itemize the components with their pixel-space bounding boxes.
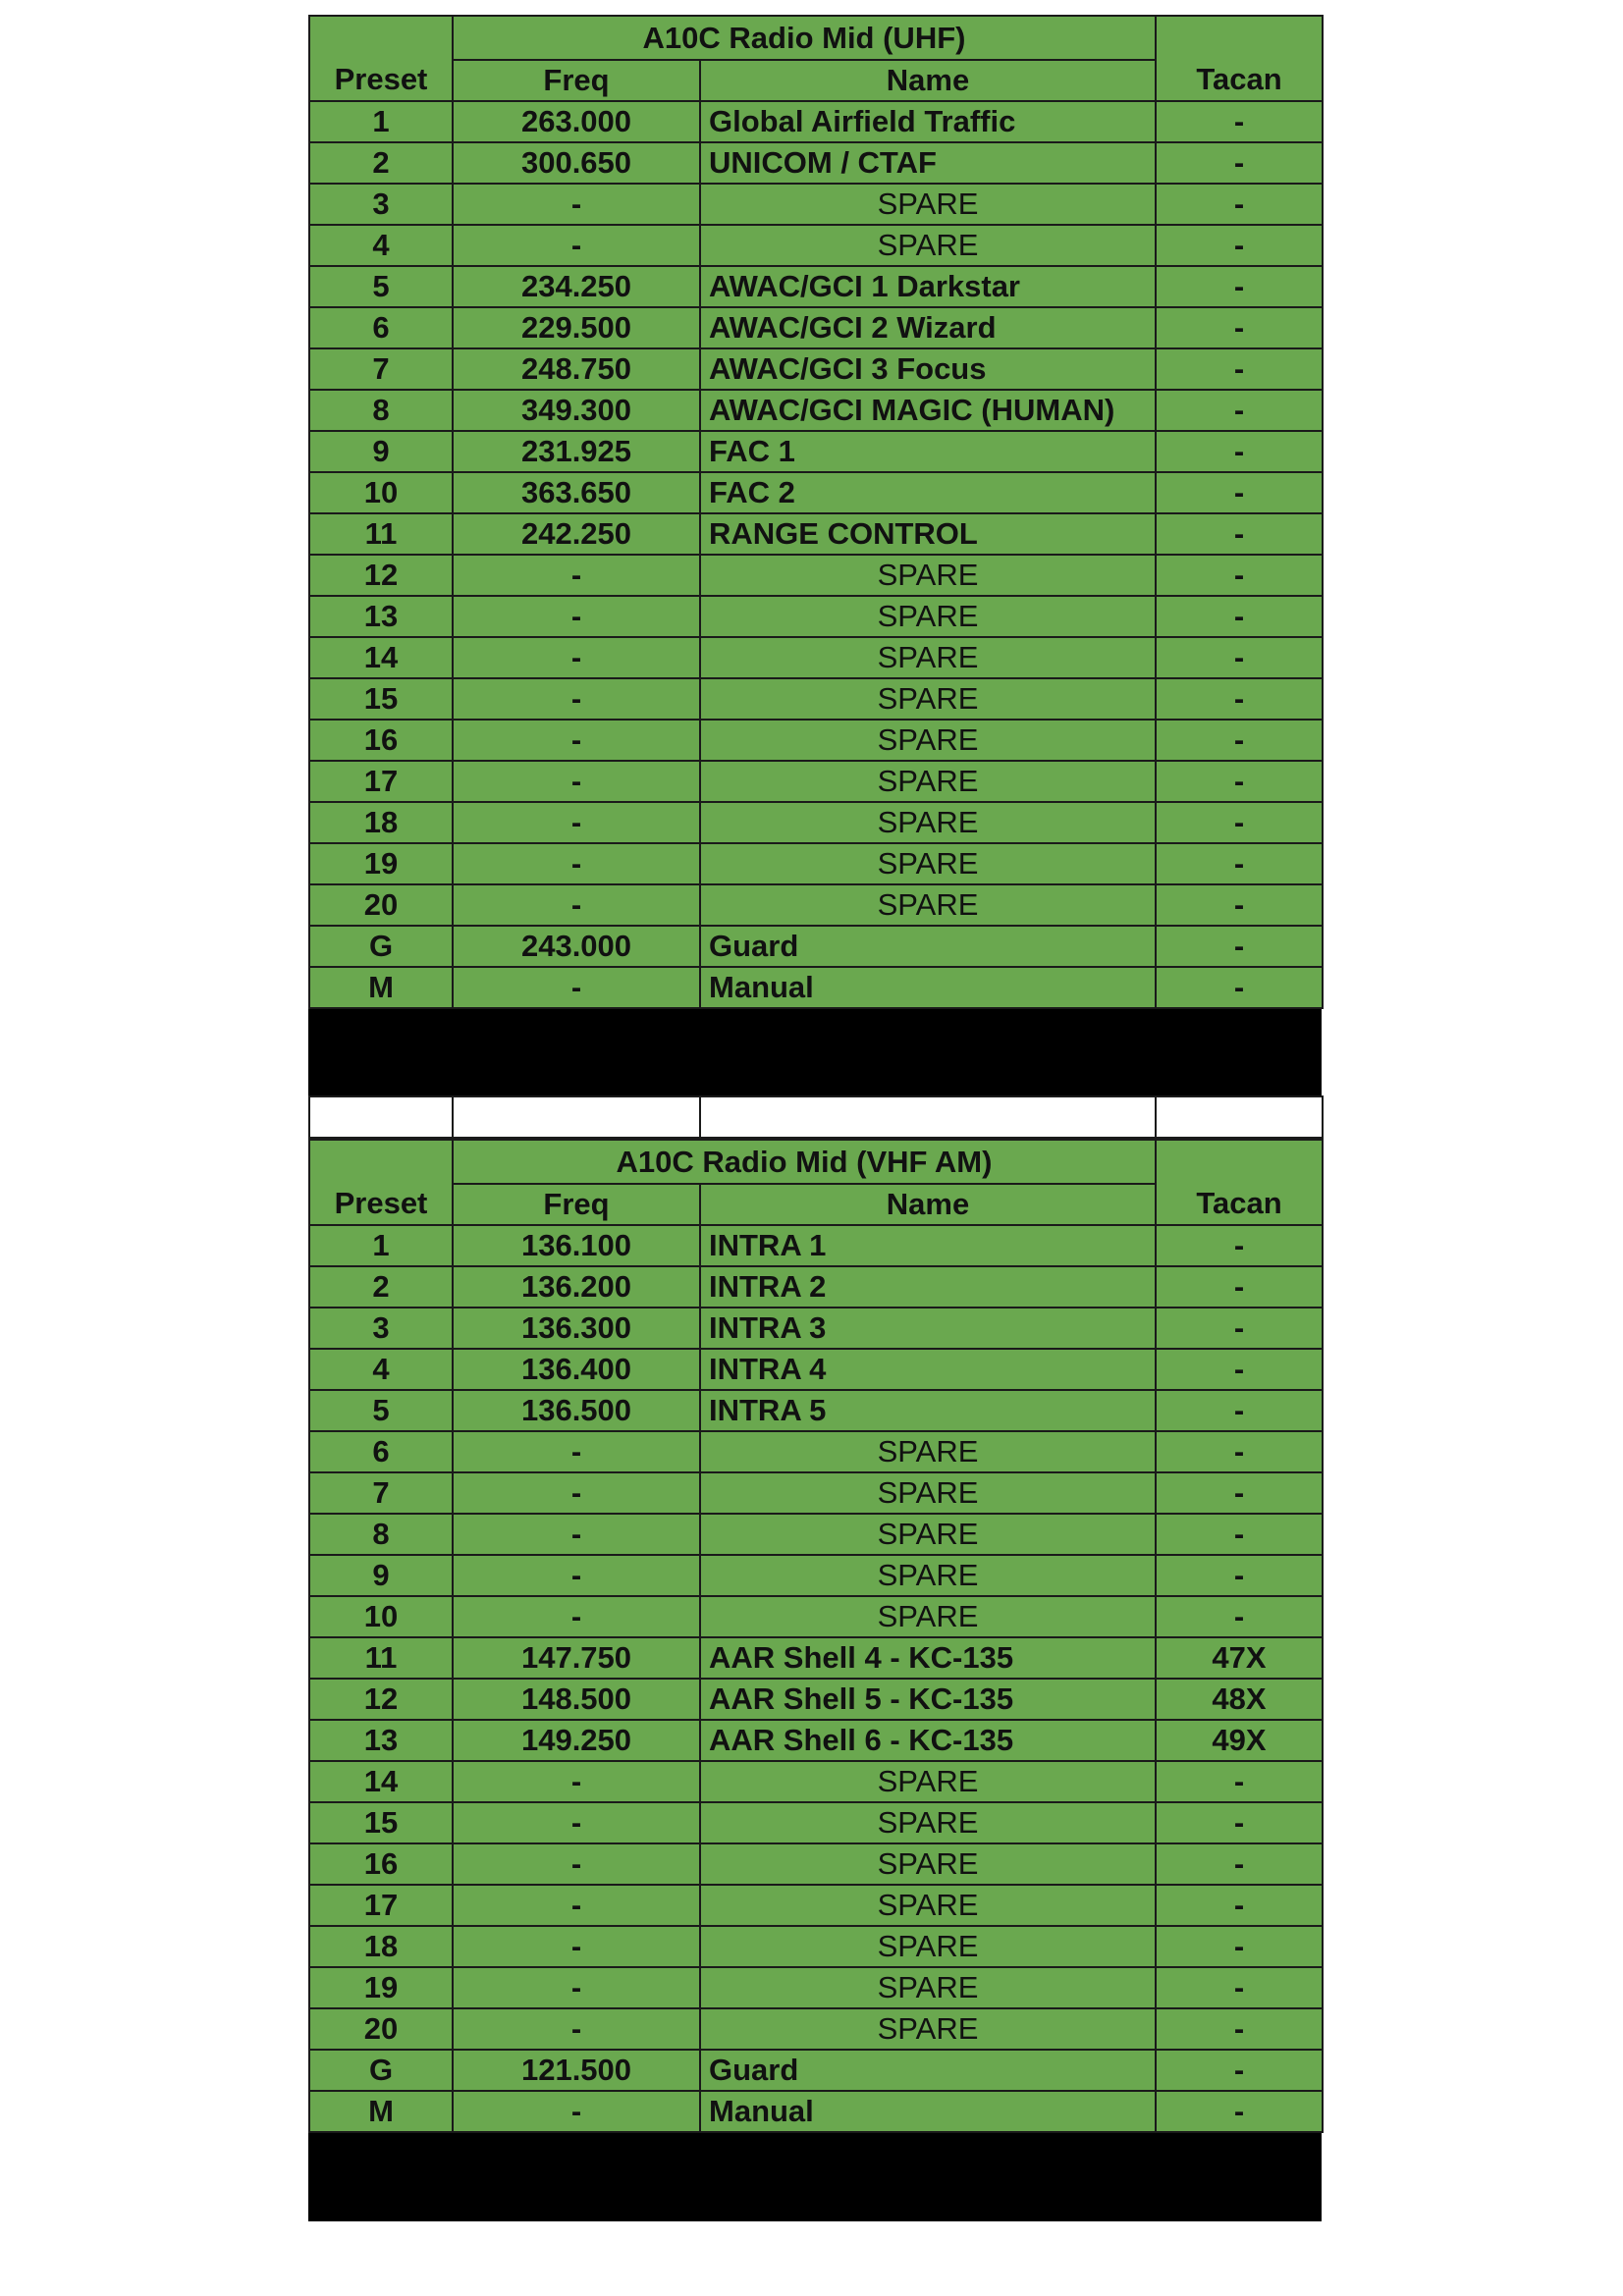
vhf-preset-header: Preset: [309, 1140, 453, 1225]
preset-cell: 5: [309, 266, 453, 307]
uhf-preset-row: [309, 843, 1323, 884]
channel-name-cell: INTRA 4: [700, 1349, 1156, 1390]
freq-cell: 136.300: [453, 1308, 700, 1349]
preset-cell: 11: [309, 1637, 453, 1679]
tacan-cell: -: [1156, 967, 1323, 1008]
preset-cell: 15: [309, 1802, 453, 1843]
vhf-preset-row: [309, 1266, 1323, 1308]
preset-cell: 20: [309, 2008, 453, 2050]
freq-cell: -: [453, 2091, 700, 2132]
tacan-cell: -: [1156, 1967, 1323, 2008]
channel-name-cell: SPARE: [700, 884, 1156, 926]
tacan-cell: -: [1156, 142, 1323, 184]
vhf-table-title: A10C Radio Mid (VHF AM): [453, 1140, 1156, 1184]
preset-cell: 7: [309, 348, 453, 390]
freq-cell: -: [453, 1472, 700, 1514]
vhf-preset-row: [309, 1308, 1323, 1349]
vhf-preset-row: [309, 1472, 1323, 1514]
channel-name-cell: AWAC/GCI MAGIC (HUMAN): [700, 390, 1156, 431]
freq-cell: -: [453, 843, 700, 884]
uhf-preset-row: [309, 142, 1323, 184]
channel-name-cell: SPARE: [700, 678, 1156, 720]
channel-name-cell: SPARE: [700, 225, 1156, 266]
tacan-cell: -: [1156, 1885, 1323, 1926]
freq-cell: -: [453, 967, 700, 1008]
tacan-cell: -: [1156, 101, 1323, 142]
freq-cell: -: [453, 184, 700, 225]
tacan-cell: -: [1156, 1390, 1323, 1431]
uhf-tacan-header: Tacan: [1156, 16, 1323, 101]
tacan-cell: -: [1156, 1308, 1323, 1349]
tacan-cell: -: [1156, 307, 1323, 348]
tacan-cell: -: [1156, 843, 1323, 884]
channel-name-cell: RANGE CONTROL: [700, 513, 1156, 555]
vhf-preset-row: [309, 1431, 1323, 1472]
vhf-preset-row: [309, 1679, 1323, 1720]
blank-cell: [700, 1096, 1156, 1138]
uhf-table-body: [309, 16, 1323, 1008]
channel-name-cell: SPARE: [700, 1843, 1156, 1885]
channel-name-cell: SPARE: [700, 1761, 1156, 1802]
vhf-preset-row: [309, 1967, 1323, 2008]
vhf-preset-row: [309, 2008, 1323, 2050]
preset-cell: 10: [309, 472, 453, 513]
uhf-preset-row: [309, 884, 1323, 926]
preset-cell: 16: [309, 1843, 453, 1885]
freq-cell: 349.300: [453, 390, 700, 431]
blank-spacer-row: [308, 1095, 1324, 1139]
vhf-preset-row: [309, 1390, 1323, 1431]
vhf-preset-row: [309, 1720, 1323, 1761]
preset-cell: 3: [309, 184, 453, 225]
tacan-cell: -: [1156, 1472, 1323, 1514]
channel-name-cell: INTRA 5: [700, 1390, 1156, 1431]
freq-cell: -: [453, 1843, 700, 1885]
tacan-cell: -: [1156, 472, 1323, 513]
preset-cell: 11: [309, 513, 453, 555]
channel-name-cell: SPARE: [700, 1431, 1156, 1472]
freq-cell: -: [453, 637, 700, 678]
vhf-preset-row: [309, 1926, 1323, 1967]
channel-name-cell: SPARE: [700, 637, 1156, 678]
channel-name-cell: Manual: [700, 2091, 1156, 2132]
preset-cell: 7: [309, 1472, 453, 1514]
uhf-preset-row: [309, 348, 1323, 390]
channel-name-cell: SPARE: [700, 843, 1156, 884]
freq-cell: -: [453, 555, 700, 596]
preset-cell: 6: [309, 1431, 453, 1472]
channel-name-cell: SPARE: [700, 720, 1156, 761]
preset-cell: M: [309, 967, 453, 1008]
uhf-name-header: Name: [700, 60, 1156, 101]
channel-name-cell: Guard: [700, 926, 1156, 967]
channel-name-cell: SPARE: [700, 596, 1156, 637]
preset-cell: 12: [309, 1679, 453, 1720]
uhf-preset-row: [309, 761, 1323, 802]
preset-cell: 17: [309, 1885, 453, 1926]
preset-cell: 19: [309, 1967, 453, 2008]
tacan-cell: -: [1156, 1555, 1323, 1596]
freq-cell: 229.500: [453, 307, 700, 348]
tacan-cell: -: [1156, 513, 1323, 555]
uhf-preset-row: [309, 513, 1323, 555]
freq-cell: 148.500: [453, 1679, 700, 1720]
uhf-preset-row: [309, 431, 1323, 472]
vhf-preset-row: [309, 2091, 1323, 2132]
freq-cell: -: [453, 225, 700, 266]
radio-preset-sheet: [308, 15, 1322, 2221]
tacan-cell: -: [1156, 1431, 1323, 1472]
uhf-preset-row: [309, 555, 1323, 596]
uhf-preset-row: [309, 101, 1323, 142]
freq-cell: 300.650: [453, 142, 700, 184]
preset-cell: 14: [309, 1761, 453, 1802]
vhf-preset-row: [309, 1885, 1323, 1926]
freq-cell: 136.100: [453, 1225, 700, 1266]
tacan-cell: -: [1156, 431, 1323, 472]
freq-cell: -: [453, 1967, 700, 2008]
vhf-preset-row: [309, 1843, 1323, 1885]
channel-name-cell: INTRA 1: [700, 1225, 1156, 1266]
freq-cell: -: [453, 1926, 700, 1967]
blank-cell: [453, 1096, 700, 1138]
freq-cell: -: [453, 802, 700, 843]
uhf-preset-row: [309, 184, 1323, 225]
tacan-cell: -: [1156, 266, 1323, 307]
uhf-preset-row: [309, 802, 1323, 843]
tacan-cell: -: [1156, 1843, 1323, 1885]
preset-cell: 4: [309, 225, 453, 266]
tacan-cell: -: [1156, 1266, 1323, 1308]
tacan-cell: -: [1156, 1761, 1323, 1802]
preset-cell: G: [309, 926, 453, 967]
tacan-cell: -: [1156, 1349, 1323, 1390]
channel-name-cell: Manual: [700, 967, 1156, 1008]
channel-name-cell: FAC 1: [700, 431, 1156, 472]
tacan-cell: -: [1156, 2050, 1323, 2091]
tacan-cell: -: [1156, 225, 1323, 266]
channel-name-cell: AAR Shell 6 - KC-135: [700, 1720, 1156, 1761]
tacan-cell: -: [1156, 637, 1323, 678]
vhf-preset-row: [309, 1761, 1323, 1802]
channel-name-cell: SPARE: [700, 184, 1156, 225]
channel-name-cell: SPARE: [700, 802, 1156, 843]
tacan-cell: -: [1156, 720, 1323, 761]
uhf-preset-row: [309, 637, 1323, 678]
blank-cell: [309, 1096, 453, 1138]
tacan-cell: -: [1156, 2008, 1323, 2050]
tacan-cell: 48X: [1156, 1679, 1323, 1720]
preset-cell: 1: [309, 1225, 453, 1266]
uhf-preset-row: [309, 926, 1323, 967]
preset-cell: 9: [309, 1555, 453, 1596]
vhf-preset-row: [309, 1802, 1323, 1843]
freq-cell: -: [453, 1885, 700, 1926]
freq-cell: -: [453, 884, 700, 926]
freq-cell: -: [453, 1761, 700, 1802]
freq-cell: 363.650: [453, 472, 700, 513]
tacan-cell: -: [1156, 884, 1323, 926]
vhf-table: [308, 1139, 1324, 2133]
vhf-preset-row: [309, 1349, 1323, 1390]
tacan-cell: -: [1156, 348, 1323, 390]
preset-cell: 9: [309, 431, 453, 472]
freq-cell: 248.750: [453, 348, 700, 390]
freq-cell: 121.500: [453, 2050, 700, 2091]
tacan-cell: -: [1156, 1514, 1323, 1555]
freq-cell: -: [453, 1802, 700, 1843]
vhf-preset-row: [309, 1596, 1323, 1637]
channel-name-cell: SPARE: [700, 1926, 1156, 1967]
preset-cell: 8: [309, 1514, 453, 1555]
channel-name-cell: Global Airfield Traffic: [700, 101, 1156, 142]
preset-cell: 17: [309, 761, 453, 802]
freq-cell: -: [453, 1596, 700, 1637]
preset-cell: 2: [309, 142, 453, 184]
vhf-name-header: Name: [700, 1184, 1156, 1225]
tacan-cell: -: [1156, 1926, 1323, 1967]
channel-name-cell: SPARE: [700, 2008, 1156, 2050]
freq-cell: 136.200: [453, 1266, 700, 1308]
preset-cell: 19: [309, 843, 453, 884]
vhf-preset-row: [309, 1555, 1323, 1596]
tacan-cell: 49X: [1156, 1720, 1323, 1761]
uhf-preset-row: [309, 266, 1323, 307]
tacan-cell: -: [1156, 1225, 1323, 1266]
tacan-cell: -: [1156, 678, 1323, 720]
vhf-header-row: [309, 1140, 1323, 1184]
channel-name-cell: AWAC/GCI 2 Wizard: [700, 307, 1156, 348]
channel-name-cell: SPARE: [700, 1555, 1156, 1596]
uhf-freq-header: Freq: [453, 60, 700, 101]
channel-name-cell: SPARE: [700, 1967, 1156, 2008]
uhf-preset-row: [309, 720, 1323, 761]
uhf-preset-row: [309, 596, 1323, 637]
black-footer-bar: [308, 2133, 1322, 2221]
tacan-cell: -: [1156, 2091, 1323, 2132]
channel-name-cell: AAR Shell 4 - KC-135: [700, 1637, 1156, 1679]
preset-cell: 4: [309, 1349, 453, 1390]
uhf-preset-row: [309, 678, 1323, 720]
uhf-preset-row: [309, 307, 1323, 348]
preset-cell: M: [309, 2091, 453, 2132]
vhf-table-body: [309, 1140, 1323, 2132]
tacan-cell: -: [1156, 1802, 1323, 1843]
preset-cell: 15: [309, 678, 453, 720]
preset-cell: 8: [309, 390, 453, 431]
freq-cell: -: [453, 678, 700, 720]
uhf-table-title: A10C Radio Mid (UHF): [453, 16, 1156, 60]
tacan-cell: 47X: [1156, 1637, 1323, 1679]
channel-name-cell: INTRA 2: [700, 1266, 1156, 1308]
channel-name-cell: SPARE: [700, 1514, 1156, 1555]
freq-cell: 234.250: [453, 266, 700, 307]
channel-name-cell: AAR Shell 5 - KC-135: [700, 1679, 1156, 1720]
vhf-preset-row: [309, 1225, 1323, 1266]
preset-cell: 6: [309, 307, 453, 348]
channel-name-cell: SPARE: [700, 555, 1156, 596]
freq-cell: -: [453, 596, 700, 637]
blank-cell: [1156, 1096, 1323, 1138]
freq-cell: 136.500: [453, 1390, 700, 1431]
channel-name-cell: INTRA 3: [700, 1308, 1156, 1349]
tacan-cell: -: [1156, 184, 1323, 225]
vhf-freq-header: Freq: [453, 1184, 700, 1225]
channel-name-cell: FAC 2: [700, 472, 1156, 513]
freq-cell: -: [453, 1431, 700, 1472]
vhf-preset-row: [309, 2050, 1323, 2091]
preset-cell: 13: [309, 596, 453, 637]
freq-cell: -: [453, 2008, 700, 2050]
freq-cell: -: [453, 720, 700, 761]
preset-cell: 18: [309, 802, 453, 843]
uhf-preset-row: [309, 472, 1323, 513]
channel-name-cell: SPARE: [700, 1802, 1156, 1843]
channel-name-cell: SPARE: [700, 1472, 1156, 1514]
uhf-table: [308, 15, 1324, 1009]
tacan-cell: -: [1156, 926, 1323, 967]
uhf-header-row: [309, 16, 1323, 60]
channel-name-cell: AWAC/GCI 3 Focus: [700, 348, 1156, 390]
uhf-preset-header: Preset: [309, 16, 453, 101]
preset-cell: 3: [309, 1308, 453, 1349]
tacan-cell: -: [1156, 761, 1323, 802]
channel-name-cell: UNICOM / CTAF: [700, 142, 1156, 184]
freq-cell: 231.925: [453, 431, 700, 472]
tacan-cell: -: [1156, 596, 1323, 637]
channel-name-cell: SPARE: [700, 1885, 1156, 1926]
preset-cell: 18: [309, 1926, 453, 1967]
vhf-preset-row: [309, 1514, 1323, 1555]
freq-cell: 147.750: [453, 1637, 700, 1679]
tacan-cell: -: [1156, 390, 1323, 431]
preset-cell: 13: [309, 1720, 453, 1761]
channel-name-cell: SPARE: [700, 761, 1156, 802]
preset-cell: 2: [309, 1266, 453, 1308]
tacan-cell: -: [1156, 802, 1323, 843]
uhf-preset-row: [309, 390, 1323, 431]
freq-cell: 136.400: [453, 1349, 700, 1390]
vhf-tacan-header: Tacan: [1156, 1140, 1323, 1225]
channel-name-cell: AWAC/GCI 1 Darkstar: [700, 266, 1156, 307]
preset-cell: 14: [309, 637, 453, 678]
tacan-cell: -: [1156, 1596, 1323, 1637]
freq-cell: -: [453, 1514, 700, 1555]
channel-name-cell: Guard: [700, 2050, 1156, 2091]
black-separator-bar: [308, 1009, 1322, 1095]
tacan-cell: -: [1156, 555, 1323, 596]
vhf-preset-row: [309, 1637, 1323, 1679]
freq-cell: 242.250: [453, 513, 700, 555]
preset-cell: G: [309, 2050, 453, 2091]
channel-name-cell: SPARE: [700, 1596, 1156, 1637]
preset-cell: 5: [309, 1390, 453, 1431]
freq-cell: 149.250: [453, 1720, 700, 1761]
preset-cell: 20: [309, 884, 453, 926]
freq-cell: 243.000: [453, 926, 700, 967]
freq-cell: 263.000: [453, 101, 700, 142]
freq-cell: -: [453, 1555, 700, 1596]
preset-cell: 10: [309, 1596, 453, 1637]
uhf-preset-row: [309, 967, 1323, 1008]
preset-cell: 16: [309, 720, 453, 761]
uhf-preset-row: [309, 225, 1323, 266]
freq-cell: -: [453, 761, 700, 802]
preset-cell: 12: [309, 555, 453, 596]
preset-cell: 1: [309, 101, 453, 142]
